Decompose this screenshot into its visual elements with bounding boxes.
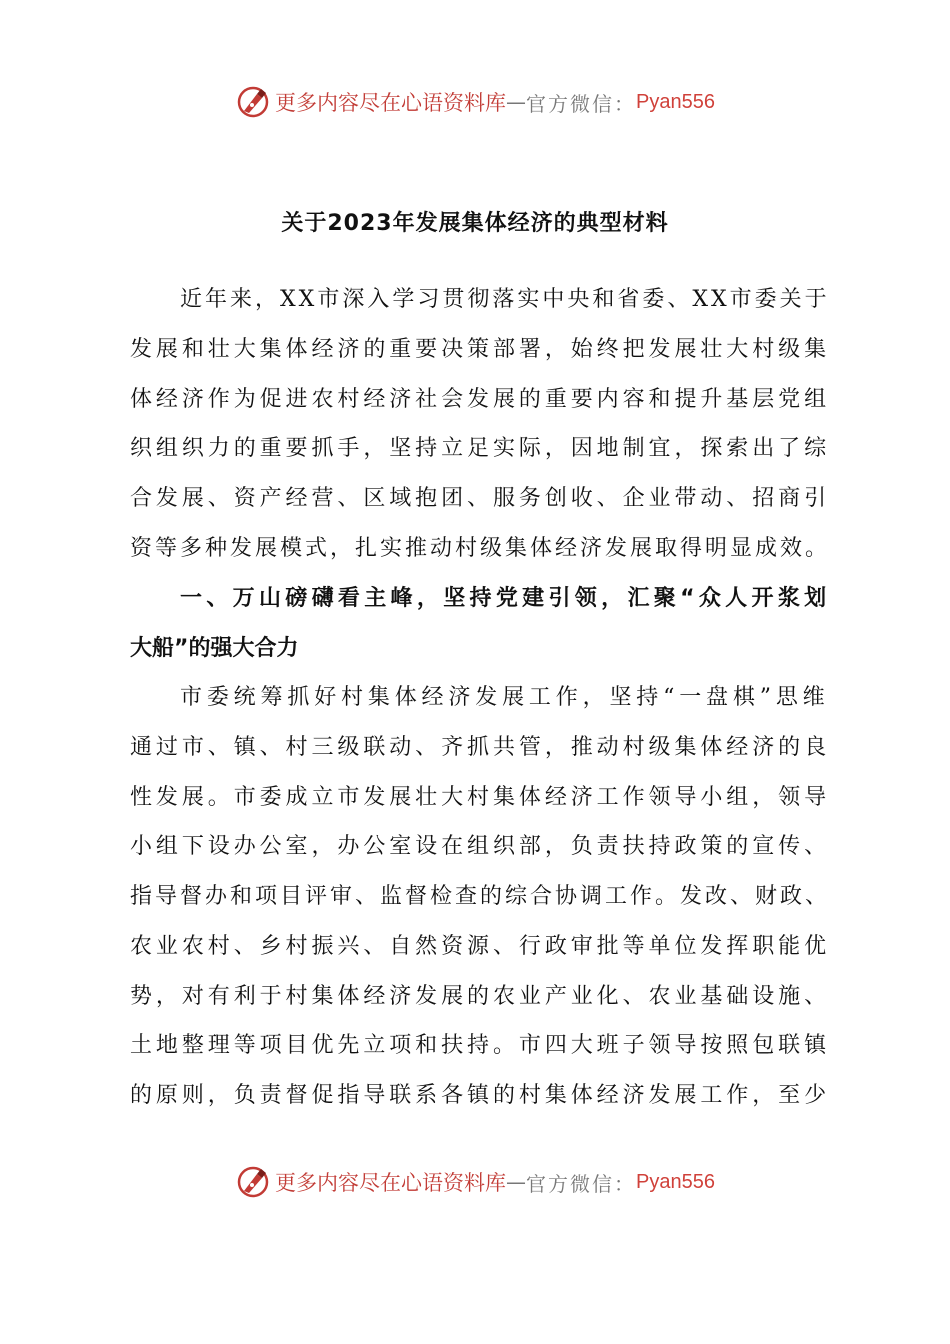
paragraph-line: 通过市、镇、村三级联动、齐抓共管，推动村级集体经济的良 xyxy=(130,735,831,760)
watermark-text: 更多内容尽在心语资料库 xyxy=(275,1171,507,1195)
section-heading-line: 一、万山磅礴看主峰，坚持党建引领，汇聚“众人开浆划 xyxy=(180,586,831,611)
watermark-banner-bottom xyxy=(0,1160,950,1204)
watermark-wechat-id: Pyan556 xyxy=(636,1170,715,1193)
paragraph-line: 势，对有利于村集体经济发展的农业产业化、农业基础设施、 xyxy=(130,984,831,1009)
watermark-separator: — xyxy=(506,1170,527,1194)
watermark-wechat-label: 官方微信： xyxy=(526,1171,637,1196)
paragraph-line: 近年来，XX市深入学习贯彻落实中央和省委、XX市委关于 xyxy=(180,287,830,312)
paragraph-line: 合发展、资产经营、区域抱团、服务创收、企业带动、招商引 xyxy=(130,486,831,511)
paragraph-line: 性发展。市委成立市发展壮大村集体经济工作领导小组，领导 xyxy=(130,785,831,810)
paragraph-line: 市委统筹抓好村集体经济发展工作，坚持“一盘棋”思维 xyxy=(180,685,830,710)
pen-nib-logo-icon xyxy=(235,84,271,120)
paragraph-line: 土地整理等项目优先立项和扶持。市四大班子领导按照包联镇 xyxy=(130,1033,831,1058)
paragraph-line: 指导督办和项目评审、监督检查的综合协调工作。发改、财政、 xyxy=(130,884,831,909)
watermark-banner-top xyxy=(0,80,950,124)
document-title: 关于2023年发展集体经济的典型材料 xyxy=(281,211,669,236)
paragraph-line: 织组织力的重要抓手，坚持立足实际，因地制宜，探索出了综 xyxy=(130,436,831,461)
watermark-wechat-id: Pyan556 xyxy=(636,90,715,113)
watermark-separator: — xyxy=(506,90,527,114)
paragraph-line: 资等多种发展模式，扎实推动村级集体经济发展取得明显成效。 xyxy=(130,536,831,561)
watermark-wechat-label: 官方微信： xyxy=(526,91,637,116)
paragraph-line: 体经济作为促进农村经济社会发展的重要内容和提升基层党组 xyxy=(130,387,831,412)
paragraph-line: 农业农村、乡村振兴、自然资源、行政审批等单位发挥职能优 xyxy=(130,934,831,959)
watermark-text: 更多内容尽在心语资料库 xyxy=(275,91,507,115)
paragraph-line: 发展和壮大集体经济的重要决策部署，始终把发展壮大村级集 xyxy=(130,337,831,362)
section-heading-line: 大船”的强大合力 xyxy=(130,636,299,661)
pen-nib-logo-icon xyxy=(235,1164,271,1200)
paragraph-line: 的原则，负责督促指导联系各镇的村集体经济发展工作，至少 xyxy=(130,1083,831,1108)
paragraph-line: 小组下设办公室，办公室设在组织部，负责扶持政策的宣传、 xyxy=(130,834,831,859)
